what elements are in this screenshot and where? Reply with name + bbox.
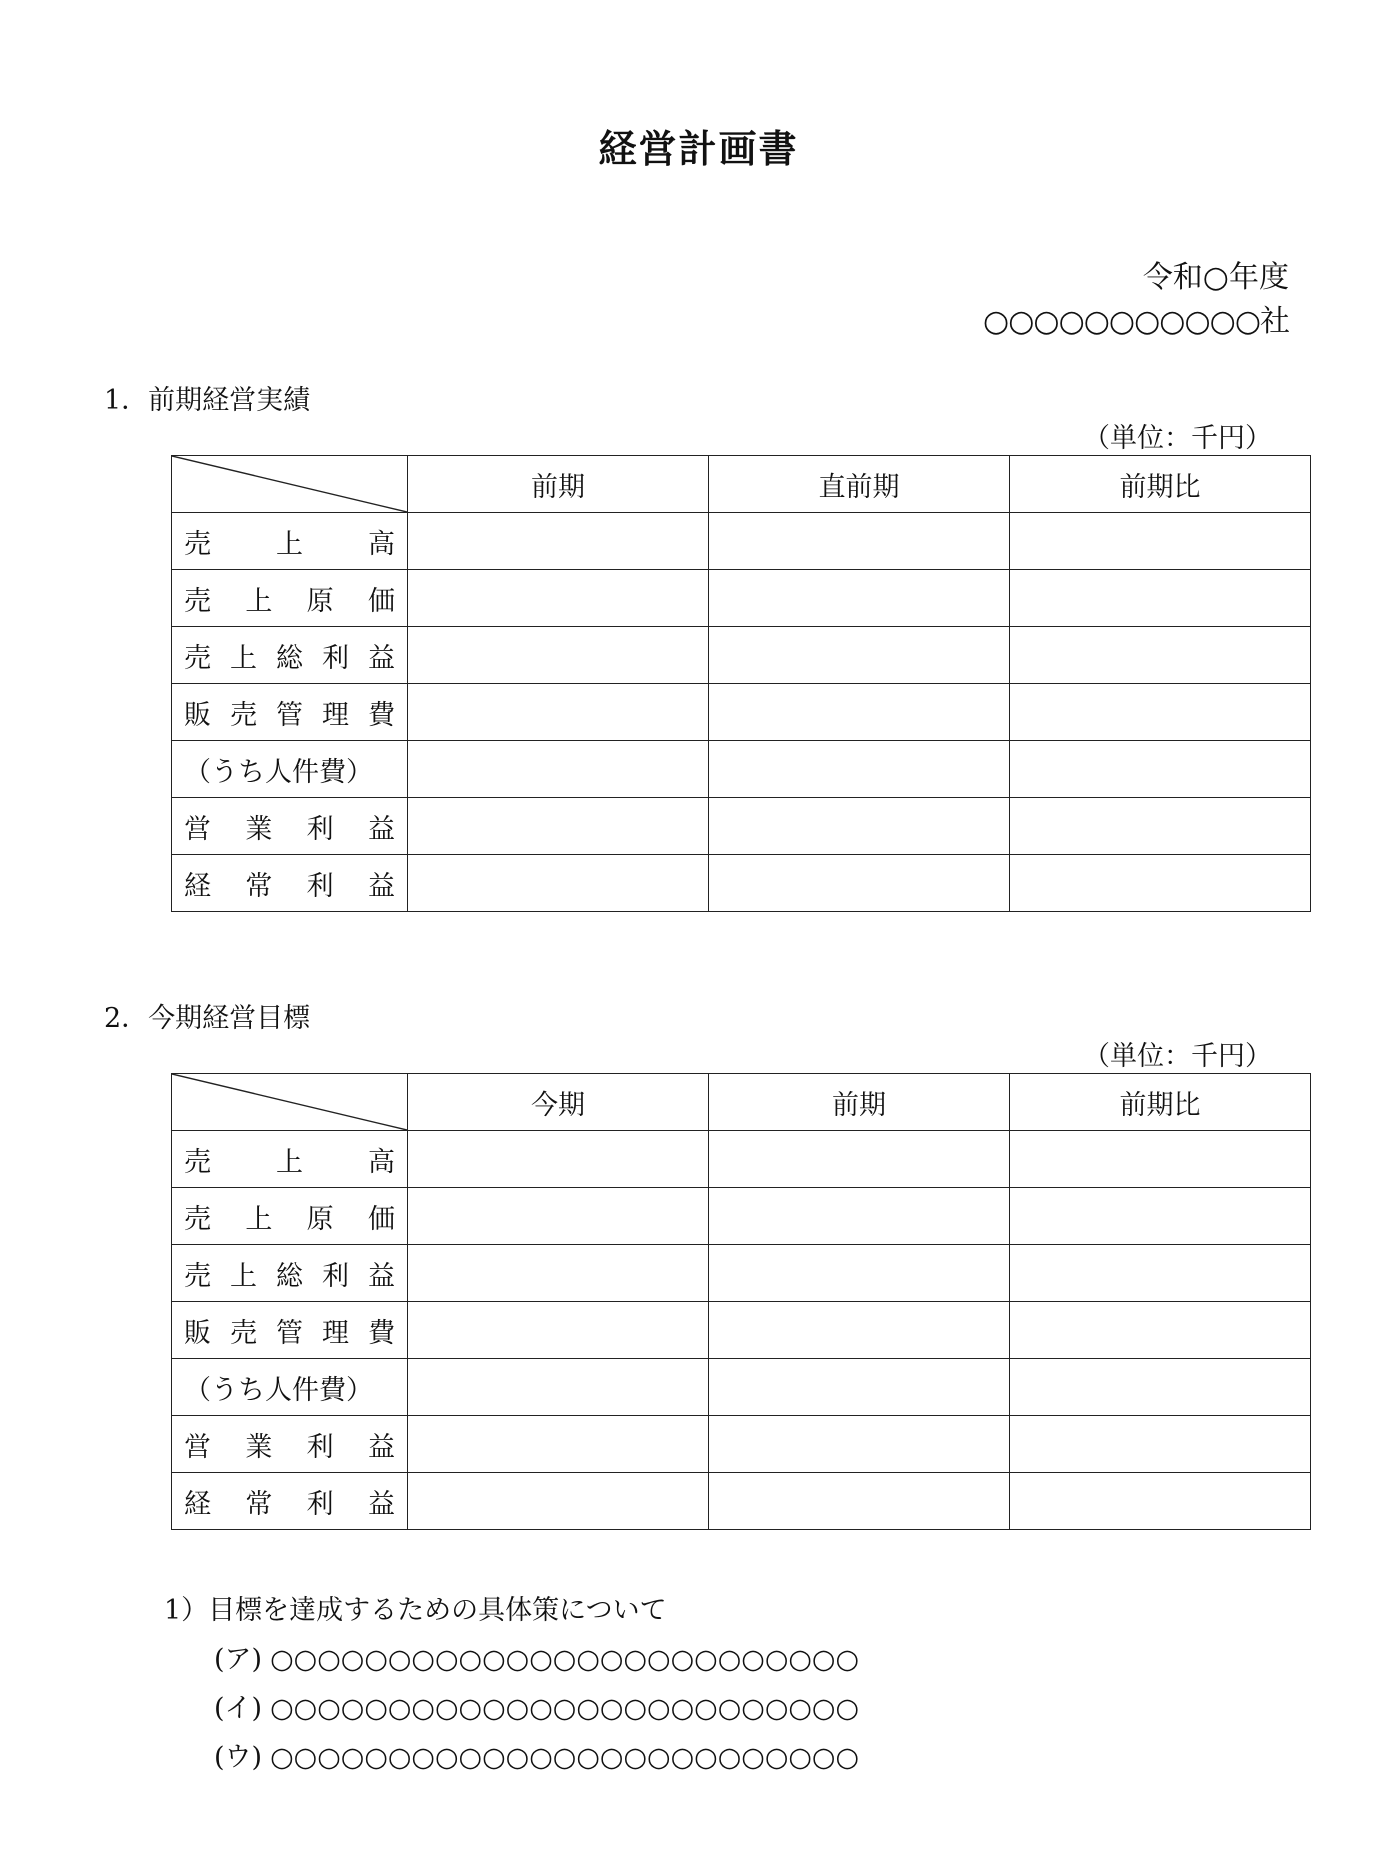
corner-cell: [172, 456, 408, 513]
column-header: 前期: [408, 456, 709, 513]
row-label: [172, 1416, 408, 1473]
measure-marker: (ア): [214, 1644, 263, 1675]
table-row: [172, 1473, 1311, 1530]
row-label: [172, 1245, 408, 1302]
value-cell[interactable]: [1010, 1359, 1311, 1416]
row-label-char: 高: [368, 1146, 395, 1178]
value-cell[interactable]: [1010, 855, 1311, 912]
table-row: [172, 1416, 1311, 1473]
table-row: [172, 627, 1311, 684]
section-2-unit: （単位：千円）: [1083, 1041, 1272, 1072]
row-label-char: 売: [184, 528, 211, 560]
value-cell[interactable]: [1010, 684, 1311, 741]
value-cell[interactable]: [408, 1359, 709, 1416]
row-label-char: 高: [368, 528, 395, 560]
row-label-char: 売: [184, 1260, 211, 1292]
row-label-char: 売: [230, 1317, 257, 1349]
row-label-char: 原: [306, 1203, 334, 1235]
row-label-char: 管: [276, 699, 303, 731]
table-row: [172, 1245, 1311, 1302]
value-cell[interactable]: [709, 570, 1010, 627]
document-title: 経営計画書: [598, 126, 799, 171]
row-label-char: 売: [230, 699, 257, 731]
value-cell[interactable]: [408, 1188, 709, 1245]
value-cell[interactable]: [709, 741, 1010, 798]
measure-marker: (イ): [214, 1693, 263, 1724]
row-label-char: 総: [276, 642, 303, 674]
value-cell[interactable]: [408, 741, 709, 798]
measure-item: [214, 1637, 859, 1676]
table-row: [172, 855, 1311, 912]
row-label-char: 売: [184, 642, 211, 674]
row-label: [172, 513, 408, 570]
value-cell[interactable]: [709, 1302, 1010, 1359]
row-label-char: 価: [367, 585, 395, 617]
row-label: [172, 741, 408, 798]
row-label-char: 理: [322, 699, 349, 731]
value-cell[interactable]: [1010, 570, 1311, 627]
value-cell[interactable]: [709, 513, 1010, 570]
table-header-row: [172, 1074, 1311, 1131]
row-label-char: 益: [368, 1260, 395, 1292]
row-label: [172, 1188, 408, 1245]
table-row: [172, 570, 1311, 627]
row-label: [172, 798, 408, 855]
row-label-char: 利: [306, 1488, 334, 1520]
row-label-char: 理: [322, 1317, 349, 1349]
row-label: [172, 570, 408, 627]
value-cell[interactable]: [408, 570, 709, 627]
row-label-char: 費: [368, 699, 395, 731]
row-label: [172, 855, 408, 912]
row-label-char: 利: [306, 1431, 334, 1463]
value-cell[interactable]: [709, 1245, 1010, 1302]
value-cell[interactable]: [408, 798, 709, 855]
value-cell[interactable]: [709, 1359, 1010, 1416]
row-label-text: （うち人件費）: [184, 756, 373, 788]
row-label-char: 上: [230, 642, 257, 674]
value-cell[interactable]: [1010, 1302, 1311, 1359]
row-label-char: 上: [276, 1146, 303, 1178]
value-cell[interactable]: [709, 798, 1010, 855]
measure-item: [214, 1735, 859, 1774]
column-header: 前期: [709, 1074, 1010, 1131]
table-row: [172, 513, 1311, 570]
row-label-char: 常: [245, 1488, 273, 1520]
row-label-char: 上: [276, 528, 303, 560]
column-header: 直前期: [709, 456, 1010, 513]
row-label-char: 原: [306, 585, 334, 617]
value-cell[interactable]: [1010, 1188, 1311, 1245]
table-row: [172, 741, 1311, 798]
row-label-char: 上: [245, 585, 273, 617]
row-label-char: 業: [245, 813, 273, 845]
diagonal-line: [172, 456, 407, 512]
company-name: ○○○○○○○○○○○社: [983, 304, 1289, 339]
row-label-char: 総: [276, 1260, 303, 1292]
value-cell[interactable]: [709, 1188, 1010, 1245]
table-header-row: [172, 456, 1311, 513]
value-cell[interactable]: [408, 627, 709, 684]
row-label-text: （うち人件費）: [184, 1374, 373, 1406]
row-label-char: 益: [367, 813, 395, 845]
row-label-char: 営: [184, 813, 211, 845]
row-label-char: 価: [367, 1203, 395, 1235]
value-cell[interactable]: [408, 1131, 709, 1188]
table-row: [172, 684, 1311, 741]
row-label-char: 販: [184, 1317, 211, 1349]
table-row: [172, 798, 1311, 855]
row-label-char: 利: [322, 1260, 349, 1292]
row-label-char: 利: [322, 642, 349, 674]
value-cell[interactable]: [408, 513, 709, 570]
row-label: [172, 1131, 408, 1188]
value-cell[interactable]: [1010, 741, 1311, 798]
row-label: [172, 1359, 408, 1416]
measure-item: [214, 1686, 859, 1725]
row-label-char: 管: [276, 1317, 303, 1349]
row-label-char: 益: [367, 1431, 395, 1463]
row-label-char: 経: [184, 870, 211, 902]
row-label-char: 利: [306, 813, 334, 845]
targets-table: [171, 1073, 1311, 1530]
value-cell[interactable]: [709, 627, 1010, 684]
row-label-char: 上: [230, 1260, 257, 1292]
table-row: [172, 1302, 1311, 1359]
measure-text: ○○○○○○○○○○○○○○○○○○○○○○○○○: [270, 1742, 860, 1773]
row-label-char: 売: [184, 1203, 211, 1235]
results-table: [171, 455, 1311, 912]
table-row: [172, 1188, 1311, 1245]
table-row: [172, 1359, 1311, 1416]
row-label: [172, 1473, 408, 1530]
section-1-unit: （単位：千円）: [1083, 423, 1272, 454]
value-cell[interactable]: [1010, 513, 1311, 570]
row-label-char: 販: [184, 699, 211, 731]
row-label-char: 上: [245, 1203, 273, 1235]
table-row: [172, 1131, 1311, 1188]
value-cell[interactable]: [709, 1473, 1010, 1530]
value-cell[interactable]: [1010, 1131, 1311, 1188]
row-label-char: 売: [184, 1146, 211, 1178]
measure-marker: (ウ): [214, 1742, 263, 1773]
row-label-char: 経: [184, 1488, 211, 1520]
value-cell[interactable]: [709, 684, 1010, 741]
row-label-char: 営: [184, 1431, 211, 1463]
row-label-char: 業: [245, 1431, 273, 1463]
row-label-char: 益: [367, 870, 395, 902]
row-label-char: 益: [367, 1488, 395, 1520]
measure-text: ○○○○○○○○○○○○○○○○○○○○○○○○○: [270, 1693, 860, 1724]
section-1-heading: 1．前期経営実績: [104, 385, 311, 416]
value-cell[interactable]: [709, 1131, 1010, 1188]
value-cell[interactable]: [1010, 1473, 1311, 1530]
diagonal-line: [172, 1074, 407, 1130]
corner-cell: [172, 1074, 408, 1131]
value-cell[interactable]: [408, 684, 709, 741]
column-header: 前期比: [1010, 456, 1311, 513]
fiscal-year: 令和○年度: [1142, 260, 1289, 295]
value-cell[interactable]: [408, 1473, 709, 1530]
value-cell[interactable]: [1010, 627, 1311, 684]
row-label: [172, 627, 408, 684]
row-label-char: 費: [368, 1317, 395, 1349]
row-label-char: 益: [368, 642, 395, 674]
row-label: [172, 684, 408, 741]
value-cell[interactable]: [408, 1416, 709, 1473]
value-cell[interactable]: [1010, 1245, 1311, 1302]
value-cell[interactable]: [709, 1416, 1010, 1473]
value-cell[interactable]: [408, 1302, 709, 1359]
row-label-char: 利: [306, 870, 334, 902]
measure-text: ○○○○○○○○○○○○○○○○○○○○○○○○○: [270, 1644, 860, 1675]
column-header: 前期比: [1010, 1074, 1311, 1131]
row-label: [172, 1302, 408, 1359]
row-label-char: 売: [184, 585, 211, 617]
value-cell[interactable]: [1010, 1416, 1311, 1473]
value-cell[interactable]: [709, 855, 1010, 912]
section-2-heading: 2．今期経営目標: [104, 1003, 311, 1034]
row-label-char: 常: [245, 870, 273, 902]
column-header: 今期: [408, 1074, 709, 1131]
measures-heading: 1）目標を達成するための具体策について: [164, 1595, 667, 1626]
value-cell[interactable]: [408, 1245, 709, 1302]
value-cell[interactable]: [408, 855, 709, 912]
value-cell[interactable]: [1010, 798, 1311, 855]
